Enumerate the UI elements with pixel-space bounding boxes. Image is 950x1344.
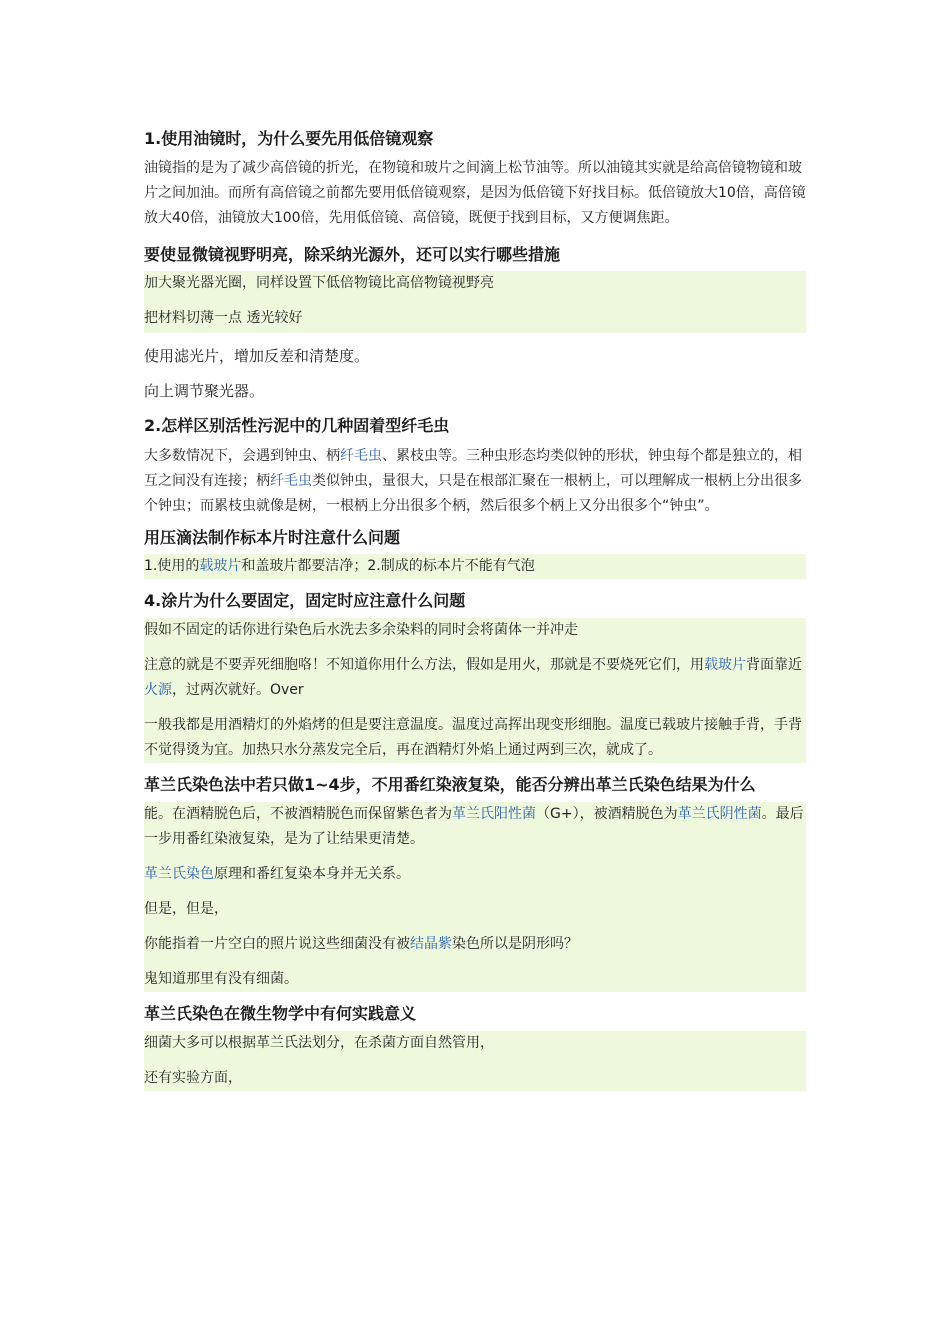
question-5-title: 4.涂片为什么要固定，固定时应注意什么问题: [144, 591, 466, 610]
answer-3-text-1: 大多数情况下，会遇到钟虫、柄: [144, 448, 340, 464]
answer-4-text-1: 1.使用的: [144, 558, 200, 574]
answer-7-block: [144, 1031, 806, 1091]
answer-4-block: [144, 554, 806, 579]
answer-4-body: [144, 554, 806, 579]
link-gram-positive[interactable]: 革兰氏阳性菌: [452, 806, 536, 822]
answer-7-item-2: 还有实验方面，: [144, 1070, 242, 1086]
link-slide-1[interactable]: 载玻片: [199, 558, 242, 574]
link-crystal-violet[interactable]: 结晶紫: [410, 936, 452, 952]
answer-7-item-1: 细菌大多可以根据革兰氏法划分，在杀菌方面自然管用，: [144, 1035, 494, 1051]
answer-3-text-2: 、累枝虫等。三种虫形态均类似钟的形状，钟虫每个都是独立的，相互之间没有连接；柄: [144, 448, 802, 489]
link-gram-stain[interactable]: 革兰氏染色: [144, 866, 214, 882]
answer-3-text-3: 类似钟虫，量很大，只是在根部汇聚在一根柄上，可以理解成一根柄上分出很多个钟虫；而累枝虫就像是树，一根柄上分出很多个柄，然后很多个柄上又分出很多个“钟虫”。: [144, 473, 802, 514]
answer-6-item-5: 鬼知道那里有没有细菌。: [144, 971, 298, 987]
answer-6-text-2: （G+），被酒精脱色为: [536, 806, 678, 822]
link-fire-source[interactable]: 火源: [144, 682, 172, 698]
question-3-title: 2.怎样区别活性污泥中的几种固着型纤毛虫: [144, 416, 450, 435]
answer-4-text-2: 和盖玻片都要洁净；2.制成的标本片不能有气泡: [241, 558, 535, 574]
answer-5-item-1: 假如不固定的话你进行染色后水洗去多余染料的同时会将菌体一并冲走: [144, 622, 578, 638]
answer-5-item-3: 一般我都是用酒精灯的外焰烤的但是要注意温度。温度过高挥出现变形细胞。温度已载玻片接触手背，手背不觉得烫为宜。加热只水分蒸发完全后，再在酒精灯外焰上通过两到三次，就成了。: [144, 717, 802, 758]
answer-5-text-1: 注意的就是不要弄死细胞咯！不知道你用什么方法，假如是用火，那就是不要烧死它们，用: [144, 657, 704, 673]
document-page: [144, 126, 806, 1091]
answer-6-text-6: 染色所以是阴形吗？: [452, 936, 578, 952]
answer-6-text-4: 原理和番红复染本身并无关系。: [214, 866, 410, 882]
answer-2-item-2: 把材料切薄一点 透光较好: [144, 310, 303, 326]
question-4-title: 用压滴法制作标本片时注意什么问题: [144, 528, 401, 547]
link-ciliate-1[interactable]: 纤毛虫: [340, 448, 382, 464]
link-gram-negative[interactable]: 革兰氏阴性菌: [677, 806, 762, 822]
answer-2-item-4: 向上调节聚光器。: [144, 382, 265, 400]
link-ciliate-2[interactable]: 纤毛虫: [270, 473, 312, 489]
answer-1-body: 油镜指的是为了减少高倍镜的折光，在物镜和玻片之间滴上松节油等。所以油镜其实就是给高倍镜物镜和玻片之间加油。而所有高倍镜之前都先要用低倍镜观察，是因为低倍镜下好找目标。低倍镜放大10倍，高倍镜放大40倍，油镜放大100倍，先用低倍镜、高倍镜，既便于找到目标，又方便调焦距。: [144, 160, 806, 226]
answer-5-block: [144, 618, 806, 763]
answer-5-item-2: [144, 653, 806, 703]
answer-2-item-1: 加大聚光器光圈，同样设置下低倍物镜比高倍物镜视野亮: [144, 275, 494, 291]
answer-6-block: [144, 802, 806, 992]
answer-5-text-3: ，过两次就好。Over: [172, 682, 304, 698]
question-2-title: 要使显微镜视野明亮，除采纳光源外，还可以实行哪些措施: [144, 245, 561, 264]
answer-6-item-2: [144, 862, 806, 887]
answer-2-block: [144, 271, 806, 333]
answer-6-text-5: 你能指着一片空白的照片说这些细菌没有被: [144, 936, 410, 952]
answer-3-body: [144, 444, 806, 519]
question-6-title: 革兰氏染色法中若只做1~4步，不用番红染液复染，能否分辨出革兰氏染色结果为什么: [144, 775, 756, 794]
question-1-title: 1.使用油镜时，为什么要先用低倍镜观察: [144, 129, 434, 148]
answer-6-item-3: 但是，但是，: [144, 901, 228, 917]
answer-6-text-1: 能。在酒精脱色后，不被酒精脱色而保留紫色者为: [144, 806, 452, 822]
answer-6-item-1: [144, 802, 806, 852]
answer-5-text-2: 背面靠近: [746, 657, 802, 673]
link-slide-2[interactable]: 载玻片: [704, 657, 746, 673]
answer-6-item-4: [144, 932, 806, 957]
answer-6-text-3: 。最后一步用番红染液复染，是为了让结果更清楚。: [144, 806, 804, 847]
question-7-title: 革兰氏染色在微生物学中有何实践意义: [144, 1004, 417, 1023]
answer-2-item-3: 使用滤光片，增加反差和清楚度。: [144, 347, 370, 365]
